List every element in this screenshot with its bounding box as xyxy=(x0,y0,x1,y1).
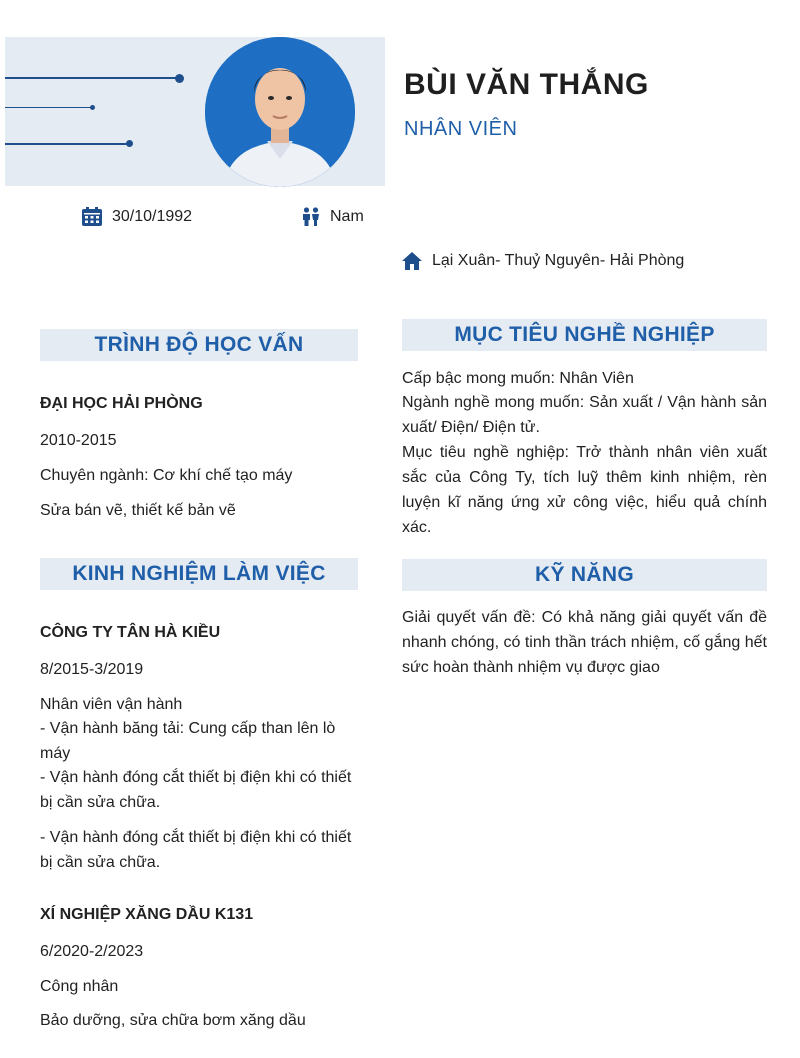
job-1-duty-2: - Vận hành đóng cắt thiết bị điện khi có thiết bị cần sửa chữa. xyxy=(40,769,352,811)
birthday-info xyxy=(82,207,192,226)
decor-dot-3 xyxy=(126,140,133,147)
skills-heading: KỸ NĂNG xyxy=(402,559,767,591)
job-1-role: Nhân viên vận hành xyxy=(40,696,183,713)
job-1-period: 8/2015-3/2019 xyxy=(40,661,144,678)
job-2-company: XÍ NGHIỆP XĂNG DẦU K131 xyxy=(40,906,254,923)
objective-heading: MỤC TIÊU NGHỀ NGHIỆP xyxy=(402,319,767,351)
job-2-period: 6/2020-2/2023 xyxy=(40,943,144,960)
birthday-value: 30/10/1992 xyxy=(112,207,193,225)
calendar-icon xyxy=(82,207,102,226)
objective-line-1: Cấp bậc mong muốn: Nhân Viên xyxy=(402,370,634,387)
gender-value: Nam xyxy=(330,207,364,225)
home-icon xyxy=(402,252,422,270)
job-1-duty-1: - Vận hành băng tải: Cung cấp than lên lò máy xyxy=(40,720,336,762)
gender-info xyxy=(302,207,364,226)
objective-line-3: Mục tiêu nghề nghiệp: Trở thành nhân viên xuất sắc của Công Ty, tích luỹ thêm kinh nhiệm, rèn luyện kĩ năng ứng xử công việc, hiểu quả chính xác. xyxy=(402,444,767,536)
decor-line-3 xyxy=(5,143,129,145)
job-1-company: CÔNG TY TÂN HÀ KIỀU xyxy=(40,624,221,641)
portrait-illustration xyxy=(205,37,355,187)
decor-dot-2 xyxy=(90,105,95,110)
education-period: 2010-2015 xyxy=(40,432,117,449)
decor-line-1 xyxy=(5,77,180,79)
job-2-role: Công nhân xyxy=(40,978,119,995)
objective-line-2: Ngành nghề mong muốn: Sản xuất / Vận hành sản xuất/ Điện/ Điện tử. xyxy=(402,394,767,436)
job-1-duty-3: - Vận hành đóng cắt thiết bị điện khi có thiết bị cần sửa chữa. xyxy=(40,829,352,871)
address-value: Lại Xuân- Thuỷ Nguyên- Hải Phòng xyxy=(432,252,685,269)
candidate-title: NHÂN VIÊN xyxy=(404,118,518,140)
people-icon xyxy=(302,207,320,226)
experience-heading: KINH NGHIỆM LÀM VIỆC xyxy=(40,558,358,590)
education-major: Chuyên ngành: Cơ khí chế tạo máy xyxy=(40,467,293,484)
education-school: ĐẠI HỌC HẢI PHÒNG xyxy=(40,395,203,412)
decor-line-2 xyxy=(5,107,93,108)
address-info xyxy=(402,252,684,270)
decor-dot-1 xyxy=(175,74,184,83)
skills-text: Giải quyết vấn đề: Có khả năng giải quyết vấn đề nhanh chóng, có tinh thần trách nhiệm, cố gắng hết sức hoàn thành nhiệm vụ được giao xyxy=(402,609,767,676)
candidate-name: BÙI VĂN THẮNG xyxy=(404,68,649,101)
education-note: Sửa bán vẽ, thiết kế bản vẽ xyxy=(40,502,236,519)
job-2-duty-1: Bảo dưỡng, sửa chữa bơm xăng dầu xyxy=(40,1012,306,1029)
education-heading: TRÌNH ĐỘ HỌC VẤN xyxy=(40,329,358,361)
avatar xyxy=(205,37,355,187)
